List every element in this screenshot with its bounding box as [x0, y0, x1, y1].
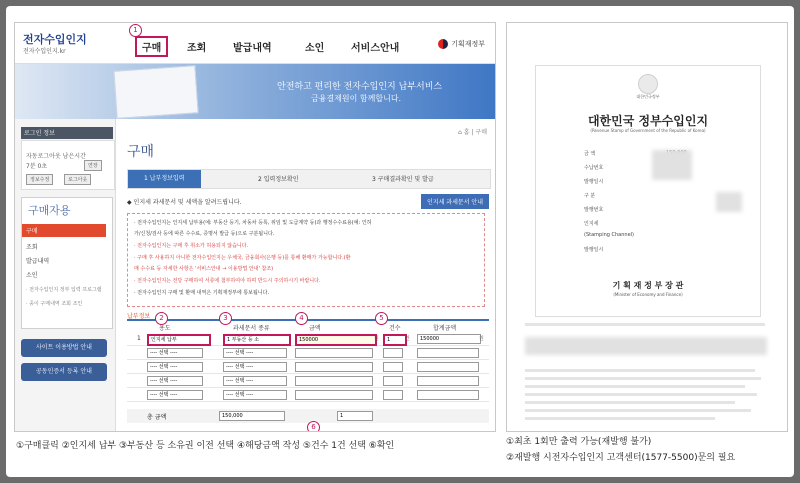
menu-history[interactable]: 발급내역 [233, 43, 272, 54]
notice-line: 매 수수료 등 자세한 사항은 '서비스안내 → 이용방법 안내' 참조) [134, 266, 274, 272]
menu-purchase[interactable]: 구매 [135, 36, 168, 57]
purpose-select[interactable]: ---- 선택 ---- [147, 376, 203, 386]
caption-right-2: ②재발행 시전자수입인지 고객센터(1577-5500)문의 필요 [506, 453, 736, 463]
side-menu-inquiry[interactable]: 조회 [26, 244, 38, 251]
sidebar [15, 119, 116, 431]
issuer-name-en: (Minister of Economy and Finance) [613, 292, 683, 297]
step-badge-3: 3 [219, 312, 232, 325]
side-sub-item-1[interactable]: · 전자수입인지 정부 입력 프로그램 [26, 287, 102, 293]
col-count: 건수 [389, 325, 401, 332]
fine-print [525, 409, 751, 412]
total-input [417, 362, 479, 372]
table-row [127, 389, 489, 402]
info-text: ◆ 인지세 과세문서 및 세액을 알려드립니다. [127, 199, 242, 206]
count-select[interactable] [383, 362, 403, 372]
count-select[interactable]: 1 [383, 334, 407, 346]
banner-line1: 안전하고 편리한 전자수입인지 납부서비스 [277, 82, 443, 92]
step-badge-6: 6 [307, 421, 320, 432]
amount-input[interactable] [295, 390, 373, 400]
total-label: 총 금액 [147, 414, 167, 421]
menu-inquiry[interactable]: 조회 [187, 43, 207, 54]
certificate-subtitle: (Revenue Stamp of Government of the Republic of Korea) [590, 128, 706, 133]
side-menu-cancel[interactable]: 소인 [26, 272, 38, 279]
emblem-label: 대한민국정부 [636, 94, 660, 99]
cert-field: 수납번호 [584, 165, 604, 171]
total-input [417, 376, 479, 386]
banner [15, 64, 495, 119]
count-select[interactable] [383, 348, 403, 358]
total-count: 1 [337, 411, 373, 421]
purpose-select[interactable]: 인지세 납부 [147, 334, 211, 346]
caption-right-1: ①최초 1회만 출력 가능(재발행 불가) [506, 437, 652, 447]
purchase-menu-box [21, 197, 113, 329]
notice-line: · 전자수입인지는 구매 후 취소가 허용되지 않습니다. [134, 243, 249, 249]
redacted-area [716, 192, 742, 212]
banner-document-image [113, 65, 198, 119]
step-indicator [127, 169, 491, 189]
certificate-title: 대한민국 정부수입인지 [587, 114, 709, 128]
site-logo[interactable]: 전자수입인지 [23, 33, 87, 46]
amount-input[interactable] [295, 348, 373, 358]
cert-guide-button[interactable]: 공동인증서 등록 안내 [21, 363, 107, 381]
purchase-screenshot [14, 22, 496, 432]
banner-line2: 금융결제원이 함께합니다. [311, 94, 402, 103]
step-badge-5: 5 [375, 312, 388, 325]
fine-print [525, 377, 761, 380]
step-1: 1 납부정보입력 [128, 170, 201, 188]
cert-field: 인지세 [584, 221, 599, 227]
government-emblem-icon [638, 74, 658, 94]
doc-type-select[interactable]: ---- 선택 ---- [223, 348, 287, 358]
table-row [127, 361, 489, 374]
side-sub-item-2[interactable]: · 종이 구매내역 조회 조인 [26, 301, 83, 307]
cert-field: 발행일시 [584, 179, 604, 185]
step-2: 2 입력정보확인 [258, 176, 299, 183]
notice-line: 가/신청/검사 등에 따른 수수료, 증명서 발급 등)으로 구분됩니다. [134, 231, 275, 237]
doc-type-select[interactable]: 1 부동산 등 소 [223, 334, 291, 346]
total-amount: 150,000 [219, 411, 285, 421]
side-menu-purchase[interactable]: 구매 [22, 224, 106, 237]
won-unit: 원 [374, 336, 379, 342]
logout-timer-label: 자동로그아웃 남은시간 [26, 153, 86, 160]
step-badge-4: 4 [295, 312, 308, 325]
cert-field: 발행일시 [584, 247, 604, 253]
won-unit: 원 [479, 336, 484, 342]
page-title: 구매 [127, 144, 155, 160]
tax-doc-guide-button[interactable]: 인지세 과세문서 안내 [421, 194, 489, 209]
login-header: 로그인 정보 [21, 127, 113, 139]
amount-input[interactable] [295, 362, 373, 372]
certificate-screenshot [506, 22, 788, 432]
total-input [417, 348, 479, 358]
fine-print [525, 369, 755, 372]
cert-field: 구 분 [584, 193, 596, 199]
extend-button[interactable]: 연장 [84, 160, 102, 171]
logout-timer-value: 7분 0초 [26, 163, 48, 170]
purchase-menu-title: 구매자용 [28, 204, 71, 217]
amount-input[interactable] [295, 376, 373, 386]
amount-input[interactable]: 150000 [295, 334, 377, 346]
logout-button[interactable]: 로그아웃 [64, 174, 91, 185]
col-doc-type: 과세문서 종류 [233, 325, 270, 332]
section-title: 납부정보 [127, 313, 151, 320]
table-row [127, 333, 489, 346]
user-info-button[interactable]: 정보수정 [26, 174, 53, 185]
site-guide-button[interactable]: 사이트 이용방법 안내 [21, 339, 107, 357]
gov-logo: 기획재정부 [438, 39, 485, 49]
notice-line: · 전자수입인지는 전당 구매하여 서류에 첨부하여야 하며 반드시 주의하시기 바랍니다. [134, 278, 321, 284]
frame [6, 6, 794, 477]
cert-field: (Stamping Channel) [584, 232, 634, 238]
total-row [127, 409, 489, 423]
step-3: 3 구매결과확인 및 발급 [372, 176, 434, 183]
purpose-select[interactable]: ---- 선택 ---- [147, 390, 203, 400]
fine-print [525, 417, 715, 420]
purpose-select[interactable]: ---- 선택 ---- [147, 348, 203, 358]
notice-line: · 전자수입인지 구매 및 환매 내역은 기획재정부에 통보됩니다. [134, 290, 270, 296]
total-input: 150000 [417, 334, 481, 344]
cert-field: 금 액 [584, 151, 596, 157]
col-purpose: 용도 [159, 325, 171, 332]
menu-cancel[interactable]: 소인 [305, 43, 325, 54]
caption-left: ①구매클릭 ②인지세 납부 ③부동산 등 소유권 이전 선택 ④해당금액 작성 ⑤건수 1건 선택 ⑥확인 [16, 441, 395, 451]
cert-field: 발행번호 [584, 207, 604, 213]
issuer-name: 기 획 재 정 부 장 관 [612, 281, 684, 290]
doc-type-select[interactable]: ---- 선택 ---- [223, 376, 287, 386]
step-badge-1: 1 [129, 24, 142, 37]
site-logo-sub: 전자수입인지.kr [23, 48, 66, 55]
table-row [127, 375, 489, 388]
count-unit: 건 [405, 336, 410, 342]
main-content [123, 119, 491, 431]
step-badge-2: 2 [155, 312, 168, 325]
doc-type-select[interactable]: ---- 선택 ---- [223, 362, 287, 372]
doc-type-select[interactable]: ---- 선택 ---- [223, 390, 287, 400]
col-total: 합계금액 [433, 325, 457, 332]
notice-line: · 구매 후 사용하지 아니한 전자수입인지는 우체국, 금융회사(은행 등)를 통해 환매가 가능합니다.(환 [134, 255, 351, 261]
side-menu-history[interactable]: 발급내역 [26, 258, 50, 265]
login-box [21, 140, 115, 190]
fine-print [525, 323, 765, 326]
col-amount: 금액 [309, 325, 321, 332]
count-select[interactable] [383, 376, 403, 386]
notice-line: · 전자수입인지는 인지세 납부용(예: 부동산 등기, 차동차 등록, 위임 및 도급계약 등)과 행정수수료용(예: 인허 [134, 220, 372, 226]
fine-print [525, 385, 745, 388]
total-input [417, 390, 479, 400]
redacted-area [525, 337, 767, 355]
count-select[interactable] [383, 390, 403, 400]
notice-box [127, 213, 485, 307]
top-nav [15, 23, 495, 64]
purpose-select[interactable]: ---- 선택 ---- [147, 362, 203, 372]
breadcrumb: ⌂ 홈 | 구매 [458, 129, 487, 136]
fine-print [525, 393, 757, 396]
row-number: 1 [137, 335, 141, 342]
menu-service[interactable]: 서비스안내 [351, 43, 400, 54]
certificate [535, 65, 761, 317]
fine-print [525, 401, 735, 404]
table-row [127, 347, 489, 360]
redacted-area [652, 150, 692, 180]
